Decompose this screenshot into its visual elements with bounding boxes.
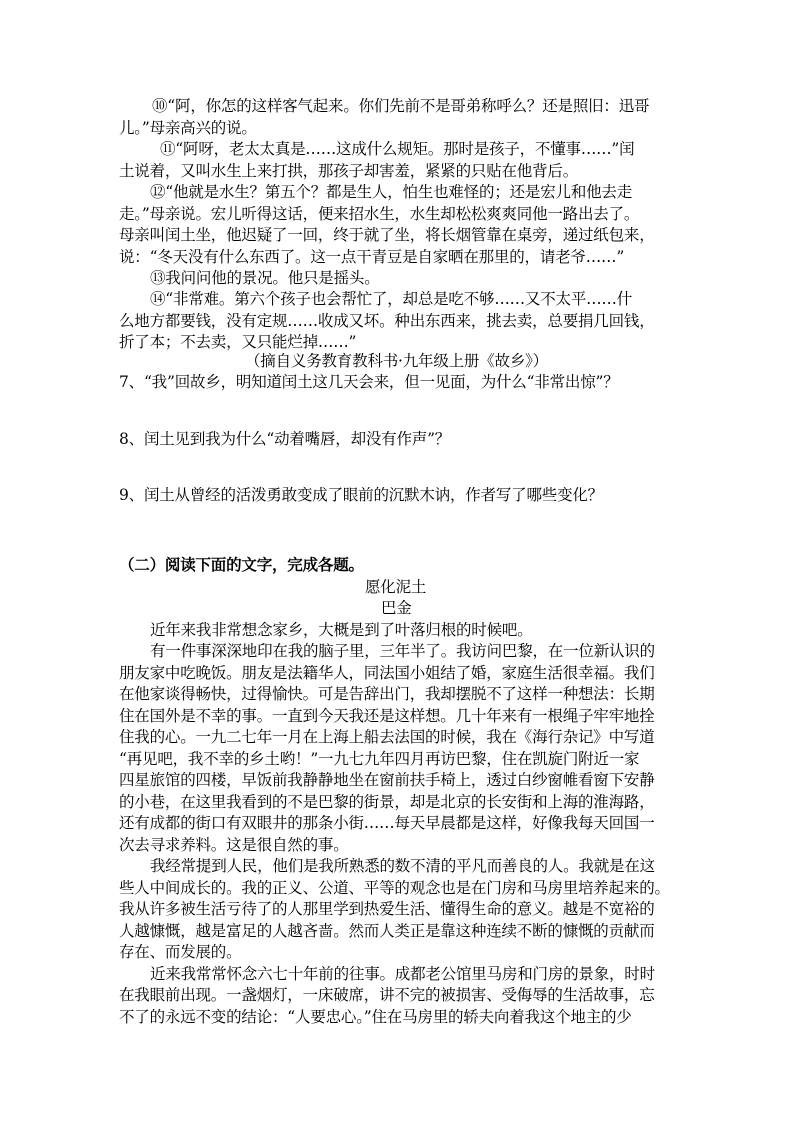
passage1-line: 儿。”母亲高兴的说。 (119, 119, 257, 137)
passage1-line: 么地方都要钱，没有定规……收成又坏。种出东西来，挑去卖，总要捐几回钱， (119, 312, 655, 330)
article-line: 人越慷慨，越是富足的人越吝啬。然而人类正是靠这种连续不断的慷慨的贡献而 (119, 922, 655, 940)
article-line: 在我眼前出现。一盏烟灯，一床破席，讲不完的被损害、受侮辱的生活故事，忘 (119, 986, 655, 1004)
passage1-line: 母亲叫闰土坐，他迟疑了一回，终于就了坐，将长烟管靠在桌旁，递过纸包来， (119, 226, 655, 244)
passage1-line: ⑪“阿呀，老太太真是……这成什么规矩。那时是孩子，不懂事……”闰 (160, 140, 635, 158)
passage1-line: 说：“冬天没有什么东西了。这一点干青豆是自家晒在那里的，请老爷……” (119, 248, 625, 266)
article-line: 四星旅馆的四楼，早饭前我静静地坐在窗前扶手椅上，透过白纱窗帷看窗下安静 (119, 771, 655, 789)
article-line: 住我的心。一九二七年一月在上海上船去法国的时候，我在《海行杂记》中写道 (119, 728, 655, 746)
article-line: 朋友家中吃晚饭。朋友是法籍华人，同法国小姐结了婚，家庭生活很幸福。我们 (119, 664, 655, 682)
passage1-line: ⑬我问问他的景况。他只是摇头。 (150, 269, 380, 287)
article-line: 近来我常常怀念六七十年前的往事。成都老公馆里马房和门房的景象，时时 (150, 965, 655, 983)
article-author: 巴金 (381, 599, 412, 617)
passage1-line: 走。”母亲说。宏儿听得这话，便来招水生，水生却松松爽爽同他一路出去了。 (119, 205, 640, 223)
article-line: 次去寻求养料。这是很自然的事。 (119, 836, 349, 854)
article-line: 有一件事深深地印在我的脑子里，三年半了。我访问巴黎，在一位新认识的 (150, 642, 655, 660)
passage1-line: ⑭“非常难。第六个孩子也会帮忙了，却总是吃不够……又不太平……什 (150, 290, 633, 308)
question-8: 8、闰土见到我为什么“动着嘴唇，却没有作声”？ (119, 430, 451, 448)
article-line: 不了的永远不变的结论：“人要忠心。”住在马房里的轿夫向着我这个地主的少 (119, 1008, 632, 1026)
article-line: 近年来我非常想念家乡，大概是到了叶落归根的时候吧。 (150, 621, 533, 639)
article-line: 存在、而发展的。 (119, 943, 242, 961)
article-line: 的小巷，在这里我看到的不是巴黎的街景，却是北京的长安街和上海的淮海路， (119, 793, 655, 811)
article-line: 在他家谈得畅快，过得愉快。可是告辞出门，我却摆脱不了这样一种想法：长期 (119, 685, 655, 703)
article-title: 愿化泥土 (365, 578, 427, 596)
article-line: 我从许多被生活亏待了的人那里学到热爱生活、懂得生命的意义。越是不宽裕的 (119, 900, 655, 918)
passage1-line: ⑫“他就是水生？第五个？都是生人，怕生也难怪的；还是宏儿和他去走 (150, 183, 633, 201)
question-7: 7、“我”回故乡，明知道闰土这几天会来，但一见面，为什么“非常出惊”？ (119, 373, 619, 391)
article-line: 住在国外是不幸的事。一直到今天我还是这样想。几十年来有一根绳子牢牢地拴 (119, 707, 655, 725)
article-line: “再见吧，我不幸的乡土哟！”一九七九年四月再访巴黎，住在凯旋门附近一家 (119, 750, 640, 768)
question-9: 9、闰土从曾经的活泼勇敢变成了眼前的沉默木讷，作者写了哪些变化？ (119, 486, 603, 504)
passage1-line: 折了本；不去卖，又只能烂掉……” (119, 333, 357, 351)
article-line: 我经常提到人民，他们是我所熟悉的数不清的平凡而善良的人。我就是在这 (150, 857, 655, 875)
section2-heading: （二）阅读下面的文字，完成各题。 (119, 555, 364, 574)
passage1-line: ⑩“阿，你怎的这样客气起来。你们先前不是哥弟称呼么？还是照旧：迅哥 (152, 97, 650, 115)
article-line: 还有成都的街口有双眼井的那条小街……每天早晨都是这样，好像我每天回国一 (119, 814, 655, 832)
passage1-source: （摘自义务教育教科书·九年级上册《故乡》） (245, 352, 548, 370)
passage1-line: 土说着，又叫水生上来打拱，那孩子却害羞，紧紧的只贴在他背后。 (119, 162, 579, 180)
article-line: 些人中间成长的。我的正义、公道、平等的观念也是在门房和马房里培养起来的。 (119, 879, 670, 897)
